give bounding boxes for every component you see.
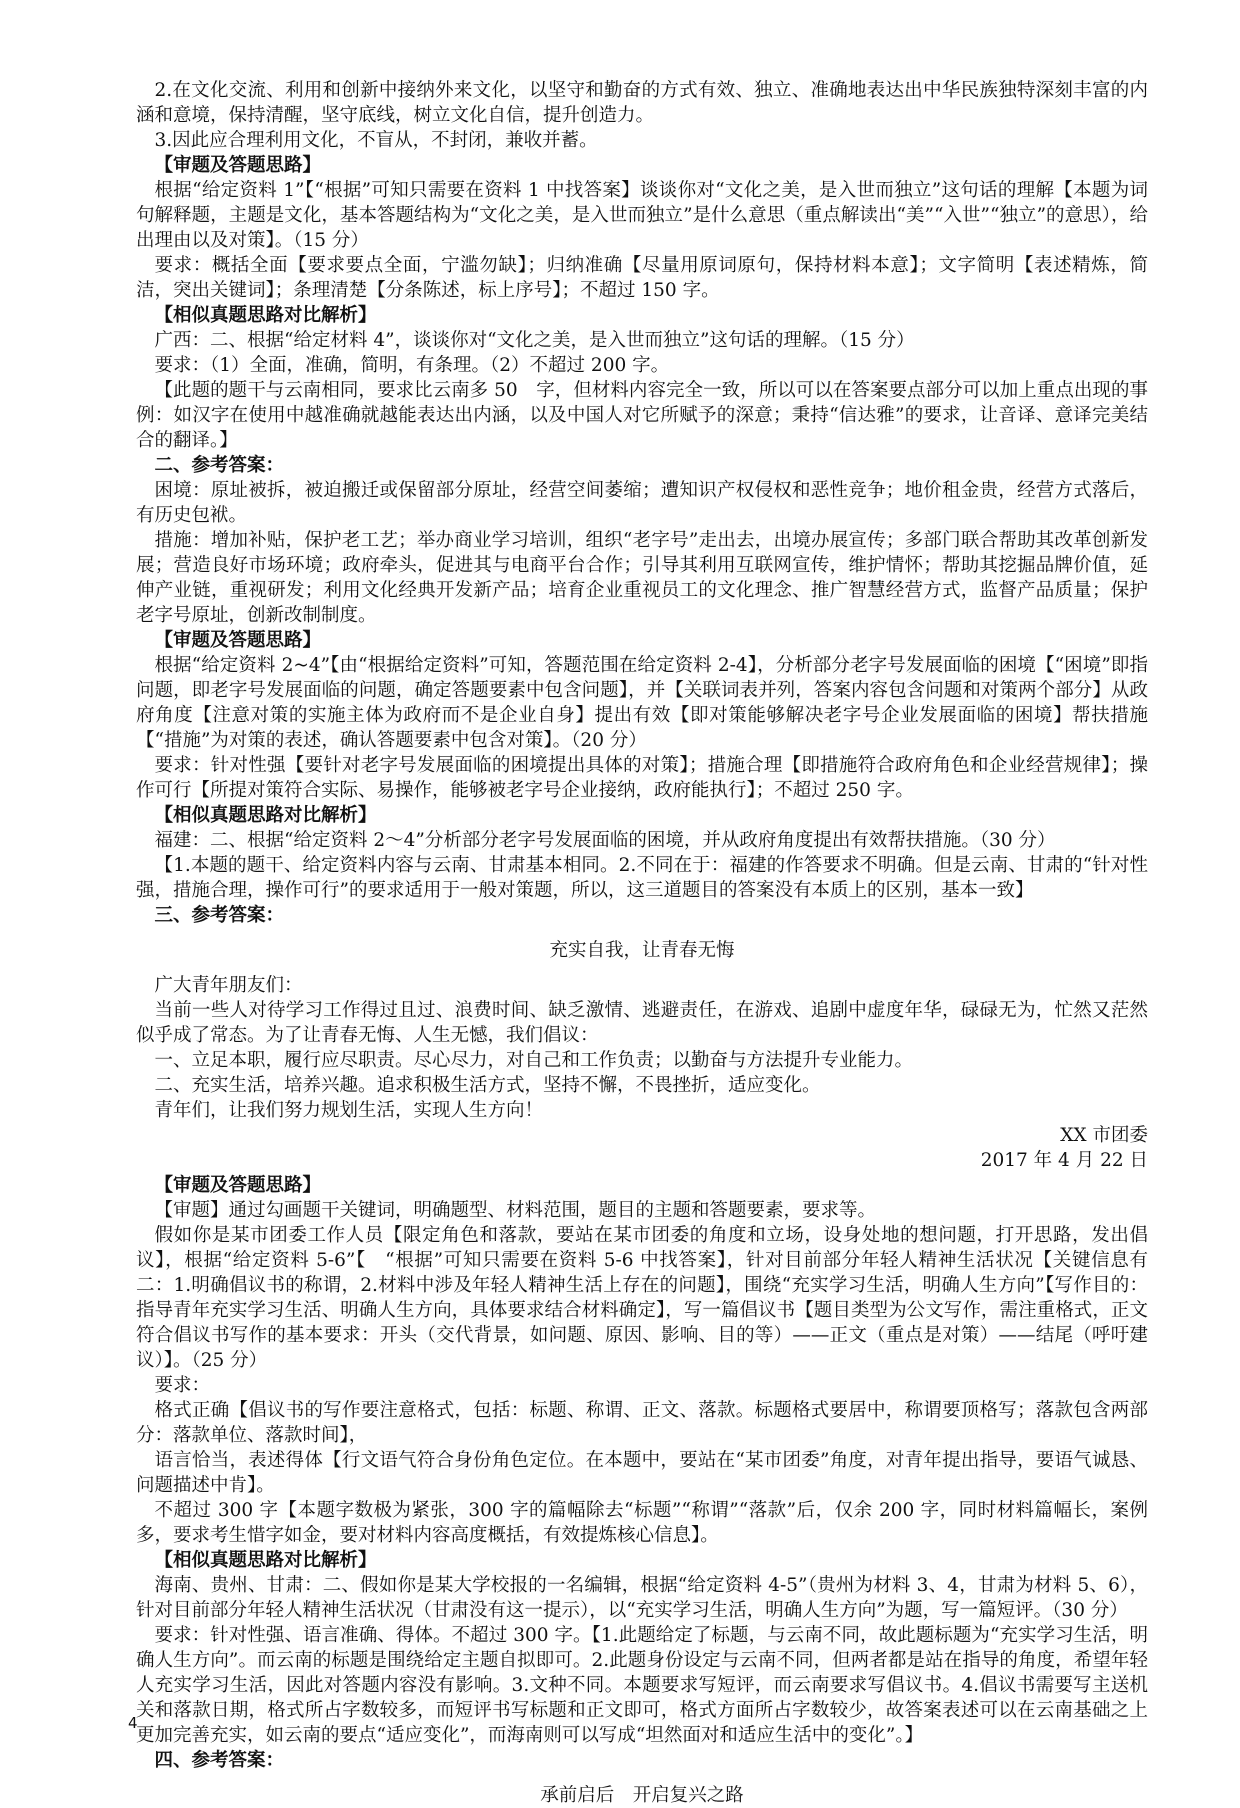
body-paragraph: 【此题的题干与云南相同，要求比云南多 50 字，但材料内容完全一致，所以可以在答案要点部分可以加上重点出现的事例：如汉字在使用中越准确就越能表达出内涵，以及中国人对它所赋予的深意；秉持“信达雅”的要求，让音译、意译完美结合的翻译。】: [136, 380, 1148, 451]
section-heading: 三、参考答案：: [154, 905, 285, 926]
section-heading: 【相似真题思路对比解析】: [154, 1550, 377, 1571]
body-paragraph: 要求：针对性强、语言准确、得体。不超过 300 字。【1.此题给定了标题，与云南不同，故此题标题为“充实学习生活，明确人生方向”。而云南的标题是围绕给定主题自拟即可。2.此题身份设定与云南不同，但两者都是站在指导的角度，希望年轻人充实学习生活，因此对答题内容没有影响。3.文种不同。本题要求写短评，而云南要求写倡议书。4.倡议书需要写主送机关和落款日期，格式所占字数较多，而短评书写标题和正文即可，格式方面所占字数较少，故答案表述可以在云南基础之上更加完善充实，如云南的要点“适应变化”，而海南则可以写成“坦然面对和适应生活中的变化”。】: [136, 1625, 1148, 1746]
body-paragraph: 海南、贵州、甘肃：二、假如你是某大学校报的一名编辑，根据“给定资料 4-5”（贵州为材料 3、4，甘肃为材料 5、6），针对目前部分年轻人精神生活状况（甘肃没有这一提示），以“充实学习生活，明确人生方向”为题，写一篇短评。（30 分）: [136, 1575, 1148, 1621]
section-heading: 【审题及答题思路】: [154, 155, 322, 176]
body-paragraph: 要求：（1）全面，准确，简明，有条理。（2）不超过 200 字。: [154, 355, 670, 376]
section-heading: 【相似真题思路对比解析】: [154, 805, 377, 826]
body-paragraph: 【审题】通过勾画题干关键词，明确题型、材料范围，题目的主题和答题要素，要求等。: [154, 1200, 877, 1221]
body-paragraph: 假如你是某市团委工作人员【限定角色和落款，要站在某市团委的角度和立场，设身处地的想问题，打开思路，发出倡议】，根据“给定资料 5-6”【 “根据”可知只需要在资料 5-6 中找答案】，针对目前部分年轻人精神生活状况【关键信息有二：1.明确倡议书的称谓，2.材料中涉及年轻人精神生活上存在的问题】，围绕“充实学习生活，明确人生方向”【写作目的：指导青年充实学习生活、明确人生方向，具体要求结合材料确定】，写一篇倡议书【题目类型为公文写作，需注重格式，正文符合倡议书写作的基本要求：开头（交代背景，如问题、原因、影响、目的等）——正文（重点是对策）——结尾（呼吁建议）】。（25 分）: [136, 1225, 1148, 1371]
signature-line: XX 市团委: [1060, 1125, 1148, 1146]
signature-line: 2017 年 4 月 22 日: [980, 1150, 1148, 1171]
body-paragraph: 要求：针对性强【要针对老字号发展面临的困境提出具体的对策】；措施合理【即措施符合政府角色和企业经营规律】；操作可行【所提对策符合实际、易操作，能够被老字号企业接纳，政府能执行】；不超过 250 字。: [136, 755, 1148, 801]
essay-title: 承前启后 开启复兴之路: [540, 1785, 744, 1806]
body-paragraph: 语言恰当，表述得体【行文语气符合身份角色定位。在本题中，要站在“某市团委”角度，对青年提出指导，要语气诚恳、问题描述中肯】。: [136, 1450, 1148, 1496]
body-paragraph: 要求：: [154, 1375, 211, 1396]
body-paragraph: 措施：增加补贴，保护老工艺；举办商业学习培训，组织“老字号”走出去，出境办展宣传；多部门联合帮助其改革创新发展；营造良好市场环境；政府牵头，促进其与电商平台合作；引导其利用互联网宣传，维护情怀；帮助其挖掘品牌价值，延伸产业链，重视研发；利用文化经典开发新产品；培育企业重视员工的文化理念、推广智慧经营方式，监督产品质量；保护老字号原址，创新改制制度。: [136, 530, 1148, 626]
section-heading: 【相似真题思路对比解析】: [154, 305, 377, 326]
body-paragraph: 广大青年朋友们：: [154, 975, 303, 996]
section-heading: 【审题及答题思路】: [154, 1175, 322, 1196]
body-paragraph: 根据“给定资料 1”【“根据”可知只需要在资料 1 中找答案】谈谈你对“文化之美，是入世而独立”这句话的理解【本题为词句解释题，主题是文化，基本答题结构为“文化之美，是入世而独立”是什么意思（重点解读出“美”“入世”“独立”的意思），给出理由以及对策】。（15 分）: [136, 180, 1148, 251]
section-heading: 二、参考答案：: [154, 455, 285, 476]
body-paragraph: 一、立足本职，履行应尽职责。尽心尽力，对自己和工作负责；以勤奋与方法提升专业能力。: [154, 1050, 914, 1071]
section-heading: 【审题及答题思路】: [154, 630, 322, 651]
body-paragraph: 二、充实生活，培养兴趣。追求积极生活方式，坚持不懈，不畏挫折，适应变化。: [154, 1075, 821, 1096]
body-paragraph: 3.因此应合理利用文化，不盲从，不封闭，兼收并蓄。: [154, 130, 598, 151]
body-paragraph: 要求：概括全面【要求要点全面，宁滥勿缺】；归纳准确【尽量用原词原句，保持材料本意】；文字简明【表述精炼，简洁，突出关键词】；条理清楚【分条陈述，标上序号】；不超过 150 字。: [136, 255, 1148, 301]
essay-title: 充实自我，让青春无悔: [549, 940, 735, 961]
body-paragraph: 2.在文化交流、利用和创新中接纳外来文化，以坚守和勤奋的方式有效、独立、准确地表达出中华民族独特深刻丰富的内涵和意境，保持清醒，坚守底线，树立文化自信，提升创造力。: [136, 80, 1148, 126]
body-paragraph: 当前一些人对待学习工作得过且过、浪费时间、缺乏激情、逃避责任，在游戏、追剧中虚度年华，碌碌无为，忙然又茫然似乎成了常态。为了让青春无悔、人生无憾，我们倡议：: [136, 1000, 1148, 1046]
body-paragraph: 格式正确【倡议书的写作要注意格式，包括：标题、称谓、正文、落款。标题格式要居中，称谓要顶格写；落款包含两部分：落款单位、落款时间】，: [136, 1400, 1148, 1446]
body-paragraph: 困境：原址被拆，被迫搬迁或保留部分原址，经营空间萎缩；遭知识产权侵权和恶性竞争；地价租金贵，经营方式落后，有历史包袱。: [136, 480, 1148, 526]
body-paragraph: 福建：二、根据“给定资料 2～4”分析部分老字号发展面临的困境，并从政府角度提出有效帮扶措施。（30 分）: [154, 830, 1056, 851]
body-paragraph: 青年们，让我们努力规划生活，实现人生方向！: [154, 1100, 544, 1121]
body-paragraph: 不超过 300 字【本题字数极为紧张，300 字的篇幅除去“标题”“称谓”“落款”后，仅余 200 字，同时材料篇幅长，案例多，要求考生惜字如金，要对材料内容高度概括，有效提炼核心信息】。: [136, 1500, 1148, 1546]
page-number: 4: [128, 1714, 138, 1732]
body-paragraph: 广西：二、根据“给定材料 4”，谈谈你对“文化之美，是入世而独立”这句话的理解。（15 分）: [154, 330, 915, 351]
body-paragraph: 根据“给定资料 2~4”【由“根据给定资料”可知，答题范围在给定资料 2-4】，分析部分老字号发展面临的困境【“困境”即指问题，即老字号发展面临的问题，确定答题要素中包含问题】，并【关联词表并列，答案内容包含问题和对策两个部分】从政府角度【注意对策的实施主体为政府而不是企业自身】提出有效【即对策能够解决老字号企业发展面临的困境】帮扶措施【“措施”为对策的表述，确认答题要素中包含对策】。（20 分）: [136, 655, 1148, 751]
body-paragraph: 【1.本题的题干、给定资料内容与云南、甘肃基本相同。2.不同在于：福建的作答要求不明确。但是云南、甘肃的“针对性强，措施合理，操作可行”的要求适用于一般对策题，所以，这三道题目的答案没有本质上的区别，基本一致】: [136, 855, 1148, 901]
section-heading: 四、参考答案：: [154, 1750, 285, 1771]
